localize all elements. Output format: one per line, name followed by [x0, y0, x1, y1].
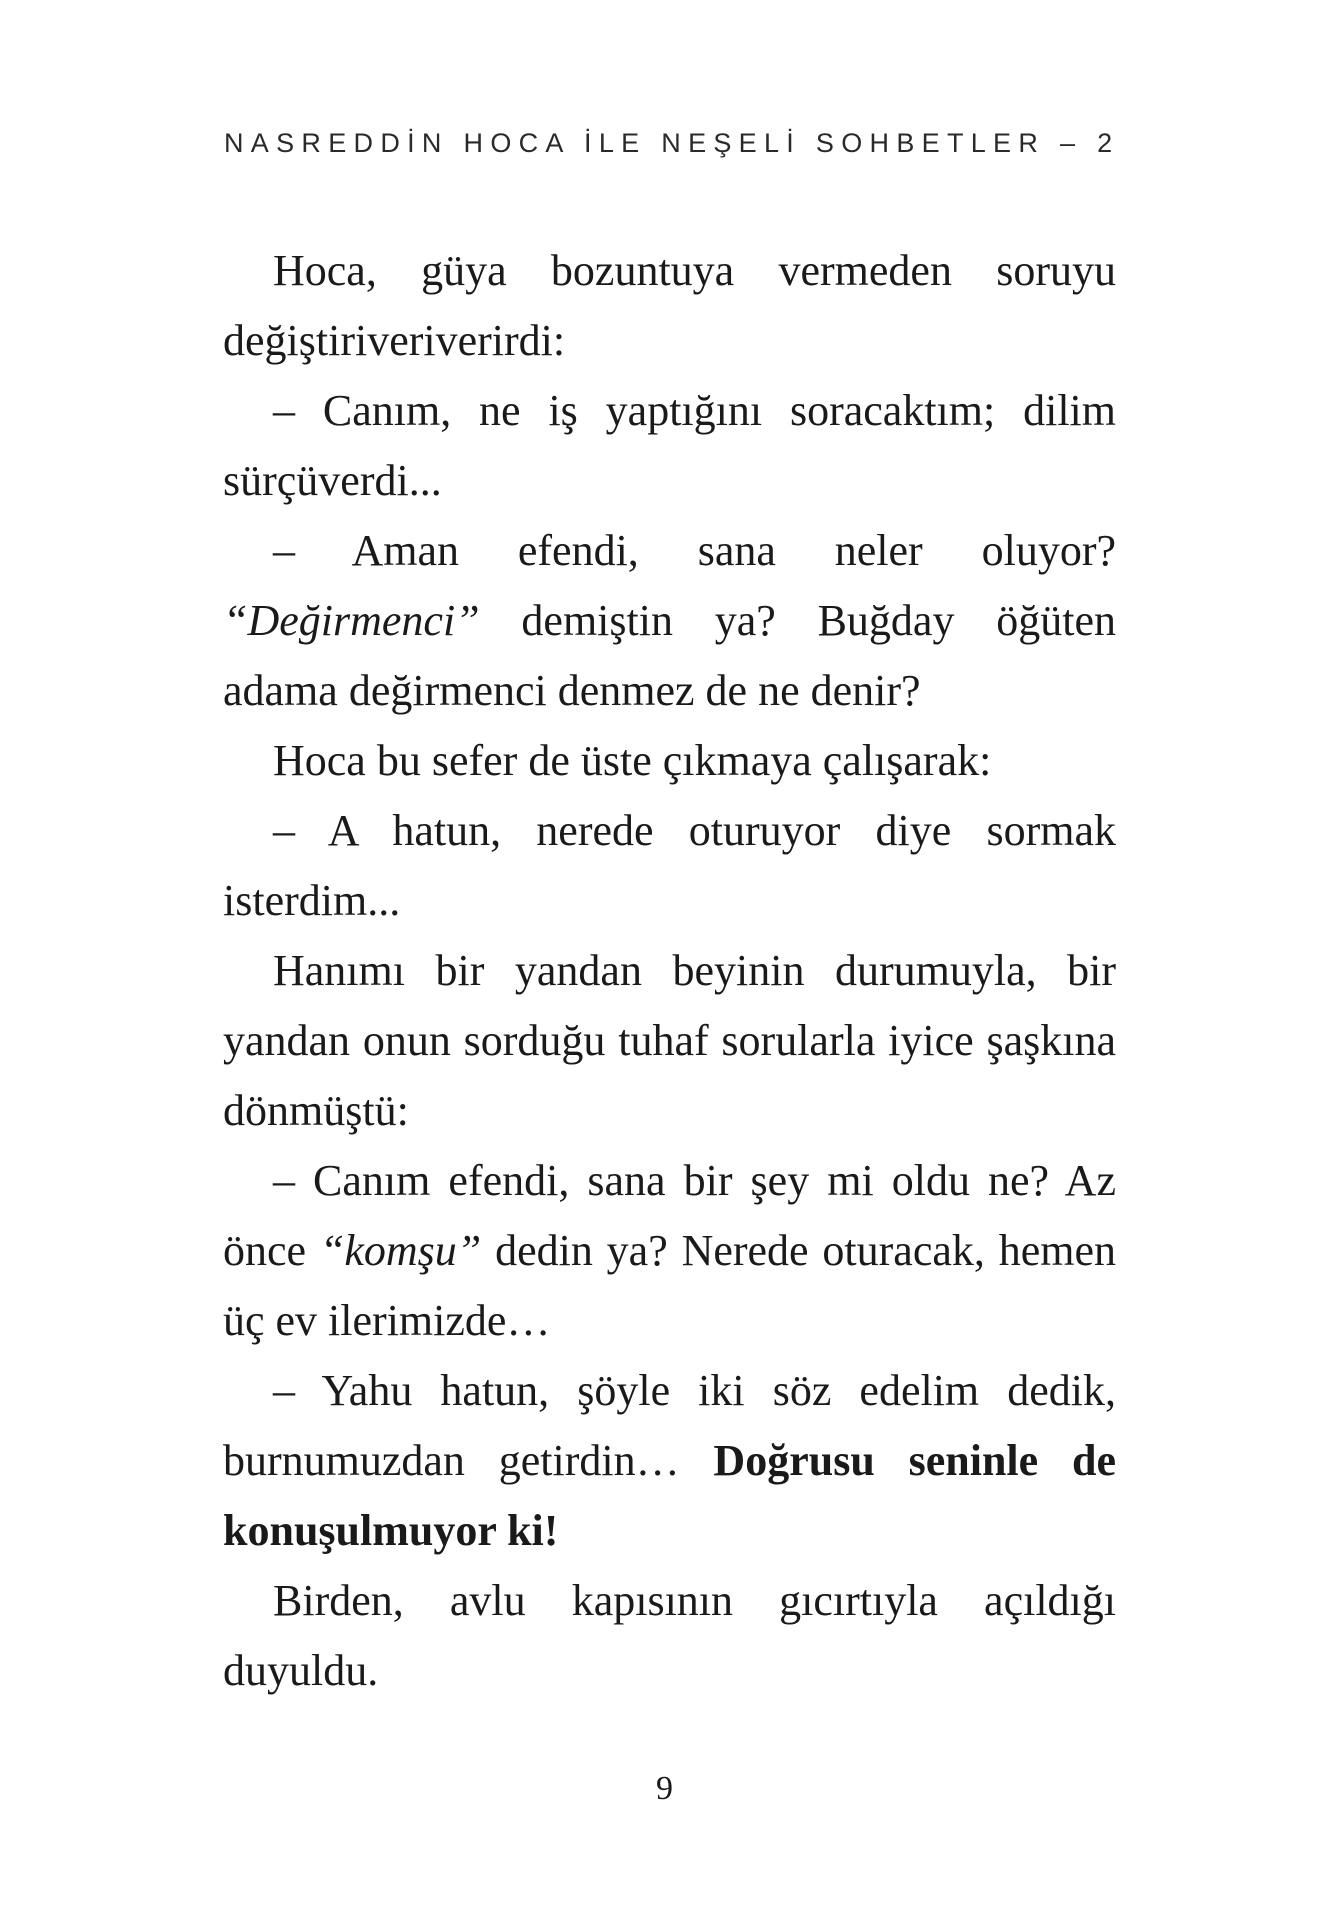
page-number: 9 — [656, 1770, 673, 1807]
paragraph-8-lead: – Yahu hatun, şöyle iki söz edelim dedik, burnumuzdan getirdin… — [223, 1366, 1116, 1485]
paragraph-3-lead: – Aman efendi, sana neler oluyor? — [273, 526, 1116, 575]
paragraph-8 — [223, 1356, 1116, 1566]
paragraph-9: Birden, avlu kapısının gıcırtıyla açıldığı duyuldu. — [223, 1576, 1116, 1695]
italic-term-komsu: “komşu” — [319, 1226, 482, 1275]
paragraph-6: Hanımı bir yandan beyinin durumuyla, bir yandan onun sorduğu tuhaf sorularla iyice şaşkına dönmüştü: — [223, 946, 1116, 1135]
body-text — [223, 236, 1116, 1706]
bold-emphasis: Doğrusu seninle de konuşulmuyor ki! — [223, 1436, 1116, 1555]
paragraph-7 — [223, 1146, 1116, 1356]
paragraph-7-rest: dedin ya? Nerede oturacak, hemen üç ev ilerimizde… — [223, 1226, 1116, 1345]
paragraph-2: – Canım, ne iş yaptığını soracaktım; dilim sürçüverdi... — [223, 386, 1116, 505]
running-header: NASREDDİN HOCA İLE NEŞELİ SOHBETLER – 2 — [224, 128, 1120, 158]
paragraph-7-lead: – Canım efendi, sana bir şey mi oldu ne? Az önce — [223, 1156, 1116, 1275]
paragraph-3 — [223, 516, 1116, 726]
paragraph-5: – A hatun, nerede oturuyor diye sormak isterdim... — [223, 806, 1116, 925]
paragraph-1: Hoca, güya bozuntuya vermeden soruyu değiştiriveriverirdi: — [223, 246, 1116, 365]
paragraph-4: Hoca bu sefer de üste çıkmaya çalışarak: — [273, 736, 992, 785]
paragraph-3-rest: demiştin ya? Buğday öğüten adama değirmenci denmez de ne denir? — [223, 596, 1116, 715]
italic-term-degirmenci: “Değirmenci” — [223, 596, 480, 645]
